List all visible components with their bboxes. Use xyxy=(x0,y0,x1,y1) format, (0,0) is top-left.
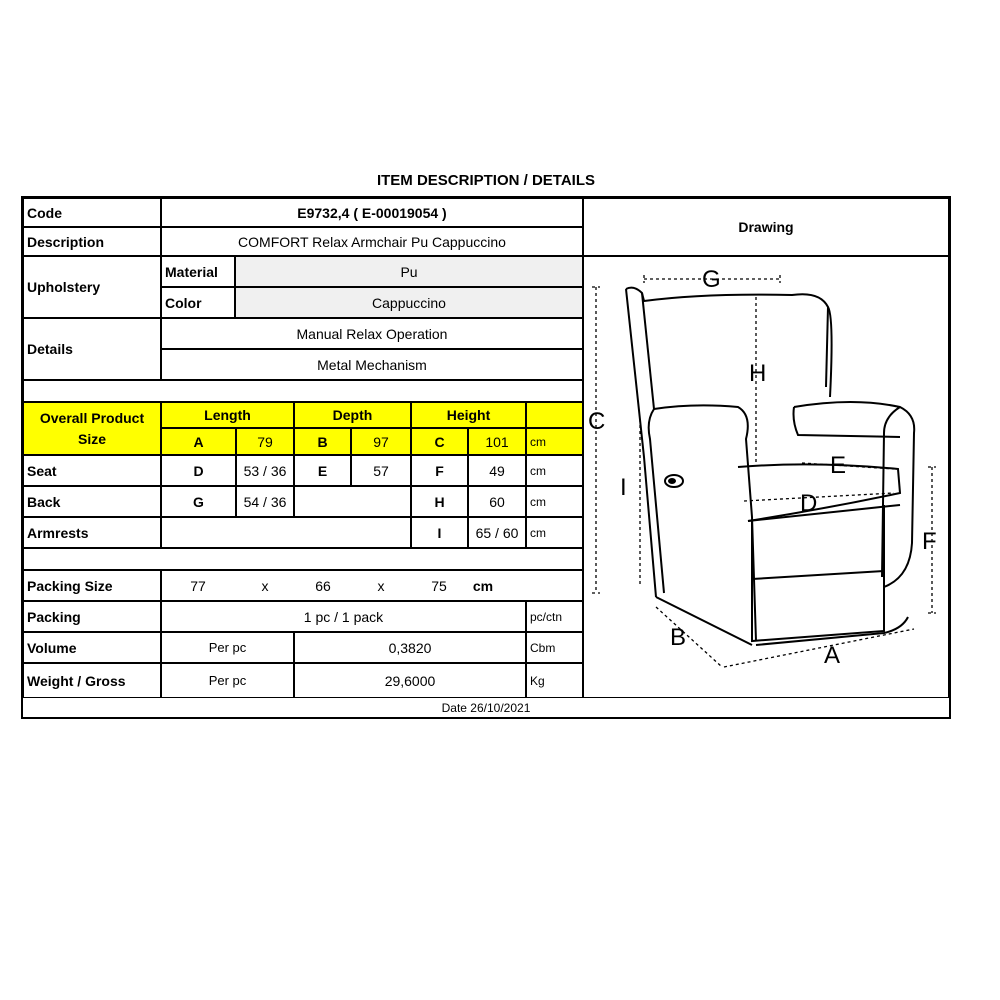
dim-h-letter: H xyxy=(411,486,468,517)
spacer-row xyxy=(23,548,583,570)
color-value: Cappuccino xyxy=(235,287,583,318)
packing-value: 1 pc / 1 pack xyxy=(161,601,526,632)
unit-header xyxy=(526,402,583,428)
details-item: Manual Relax Operation xyxy=(161,318,583,349)
packing-width: 66 xyxy=(315,577,331,594)
dim-letter-h: H xyxy=(749,360,767,387)
lever-knob xyxy=(668,478,676,484)
packing-label: Packing xyxy=(23,601,161,632)
dim-i-letter: I xyxy=(411,517,468,548)
dim-h-value: 60 xyxy=(468,486,526,517)
dim-b-letter: B xyxy=(294,428,351,455)
dim-g-letter: G xyxy=(161,486,236,517)
volume-per: Per pc xyxy=(161,632,294,663)
packing-x2: x xyxy=(377,577,385,594)
dim-a-letter: A xyxy=(161,428,236,455)
armchair-drawing xyxy=(584,257,948,697)
dim-f-value: 49 xyxy=(468,455,526,486)
volume-unit: Cbm xyxy=(526,632,583,663)
material-label: Material xyxy=(161,256,235,287)
length-header: Length xyxy=(161,402,294,428)
back-unit: cm xyxy=(526,486,583,517)
packing-size-label: Packing Size xyxy=(23,570,161,601)
weight-label: Weight / Gross xyxy=(23,663,161,698)
details-sheet xyxy=(21,196,951,719)
overall-size-label xyxy=(23,402,161,455)
height-header: Height xyxy=(411,402,526,428)
seat-unit: cm xyxy=(526,455,583,486)
packing-size-unit: cm xyxy=(472,577,494,594)
material-value: Pu xyxy=(235,256,583,287)
dim-g-value: 54 / 36 xyxy=(236,486,294,517)
dim-letter-g: G xyxy=(702,266,721,293)
page-title: ITEM DESCRIPTION / DETAILS xyxy=(376,172,596,189)
code-label: Code xyxy=(23,198,161,227)
drawing-area xyxy=(583,256,949,698)
armrests-empty xyxy=(161,517,411,548)
dim-e-value: 57 xyxy=(351,455,411,486)
overall-size-label-line2: Size xyxy=(77,430,106,447)
spacer-row xyxy=(23,380,583,402)
packing-x1: x xyxy=(261,577,269,594)
back-empty xyxy=(294,486,411,517)
packing-height: 75 xyxy=(431,577,447,594)
dim-a-value: 79 xyxy=(236,428,294,455)
depth-header: Depth xyxy=(294,402,411,428)
dim-f-letter: F xyxy=(411,455,468,486)
code-value: E9732,4 ( E-00019054 ) xyxy=(161,198,583,227)
dim-letter-e: E xyxy=(830,452,847,479)
weight-unit: Kg xyxy=(526,663,583,698)
dim-letter-i: I xyxy=(620,474,627,501)
details-table xyxy=(23,198,583,698)
volume-value: 0,3820 xyxy=(294,632,526,663)
color-label: Color xyxy=(161,287,235,318)
dim-letter-b: B xyxy=(670,624,687,651)
date-footer: Date 26/10/2021 xyxy=(441,700,531,715)
dim-overall-unit: cm xyxy=(526,428,583,455)
weight-value: 29,6000 xyxy=(294,663,526,698)
back-label: Back xyxy=(23,486,161,517)
dim-letter-c: C xyxy=(588,408,606,435)
drawing-header: Drawing xyxy=(583,198,949,256)
seat-label: Seat xyxy=(23,455,161,486)
volume-label: Volume xyxy=(23,632,161,663)
armrests-unit: cm xyxy=(526,517,583,548)
dim-b-value: 97 xyxy=(351,428,411,455)
dim-letter-a: A xyxy=(824,642,841,669)
packing-unit: pc/ctn xyxy=(526,601,583,632)
description-label: Description xyxy=(23,227,161,256)
dim-letter-d: D xyxy=(800,490,818,517)
weight-per: Per pc xyxy=(161,663,294,698)
details-item: Metal Mechanism xyxy=(161,349,583,380)
armrests-label: Armrests xyxy=(23,517,161,548)
dim-e-letter: E xyxy=(294,455,351,486)
dim-d-letter: D xyxy=(161,455,236,486)
overall-size-label-line1: Overall Product xyxy=(39,409,145,426)
dim-i-value: 65 / 60 xyxy=(468,517,526,548)
details-label: Details xyxy=(23,318,161,380)
armchair-outline xyxy=(626,288,914,645)
description-value: COMFORT Relax Armchair Pu Cappuccino xyxy=(161,227,583,256)
upholstery-label: Upholstery xyxy=(23,256,161,318)
dim-letter-f: F xyxy=(922,528,937,555)
dim-c-value: 101 xyxy=(468,428,526,455)
dim-c-letter: C xyxy=(411,428,468,455)
packing-length: 77 xyxy=(190,577,206,594)
dim-d-value: 53 / 36 xyxy=(236,455,294,486)
